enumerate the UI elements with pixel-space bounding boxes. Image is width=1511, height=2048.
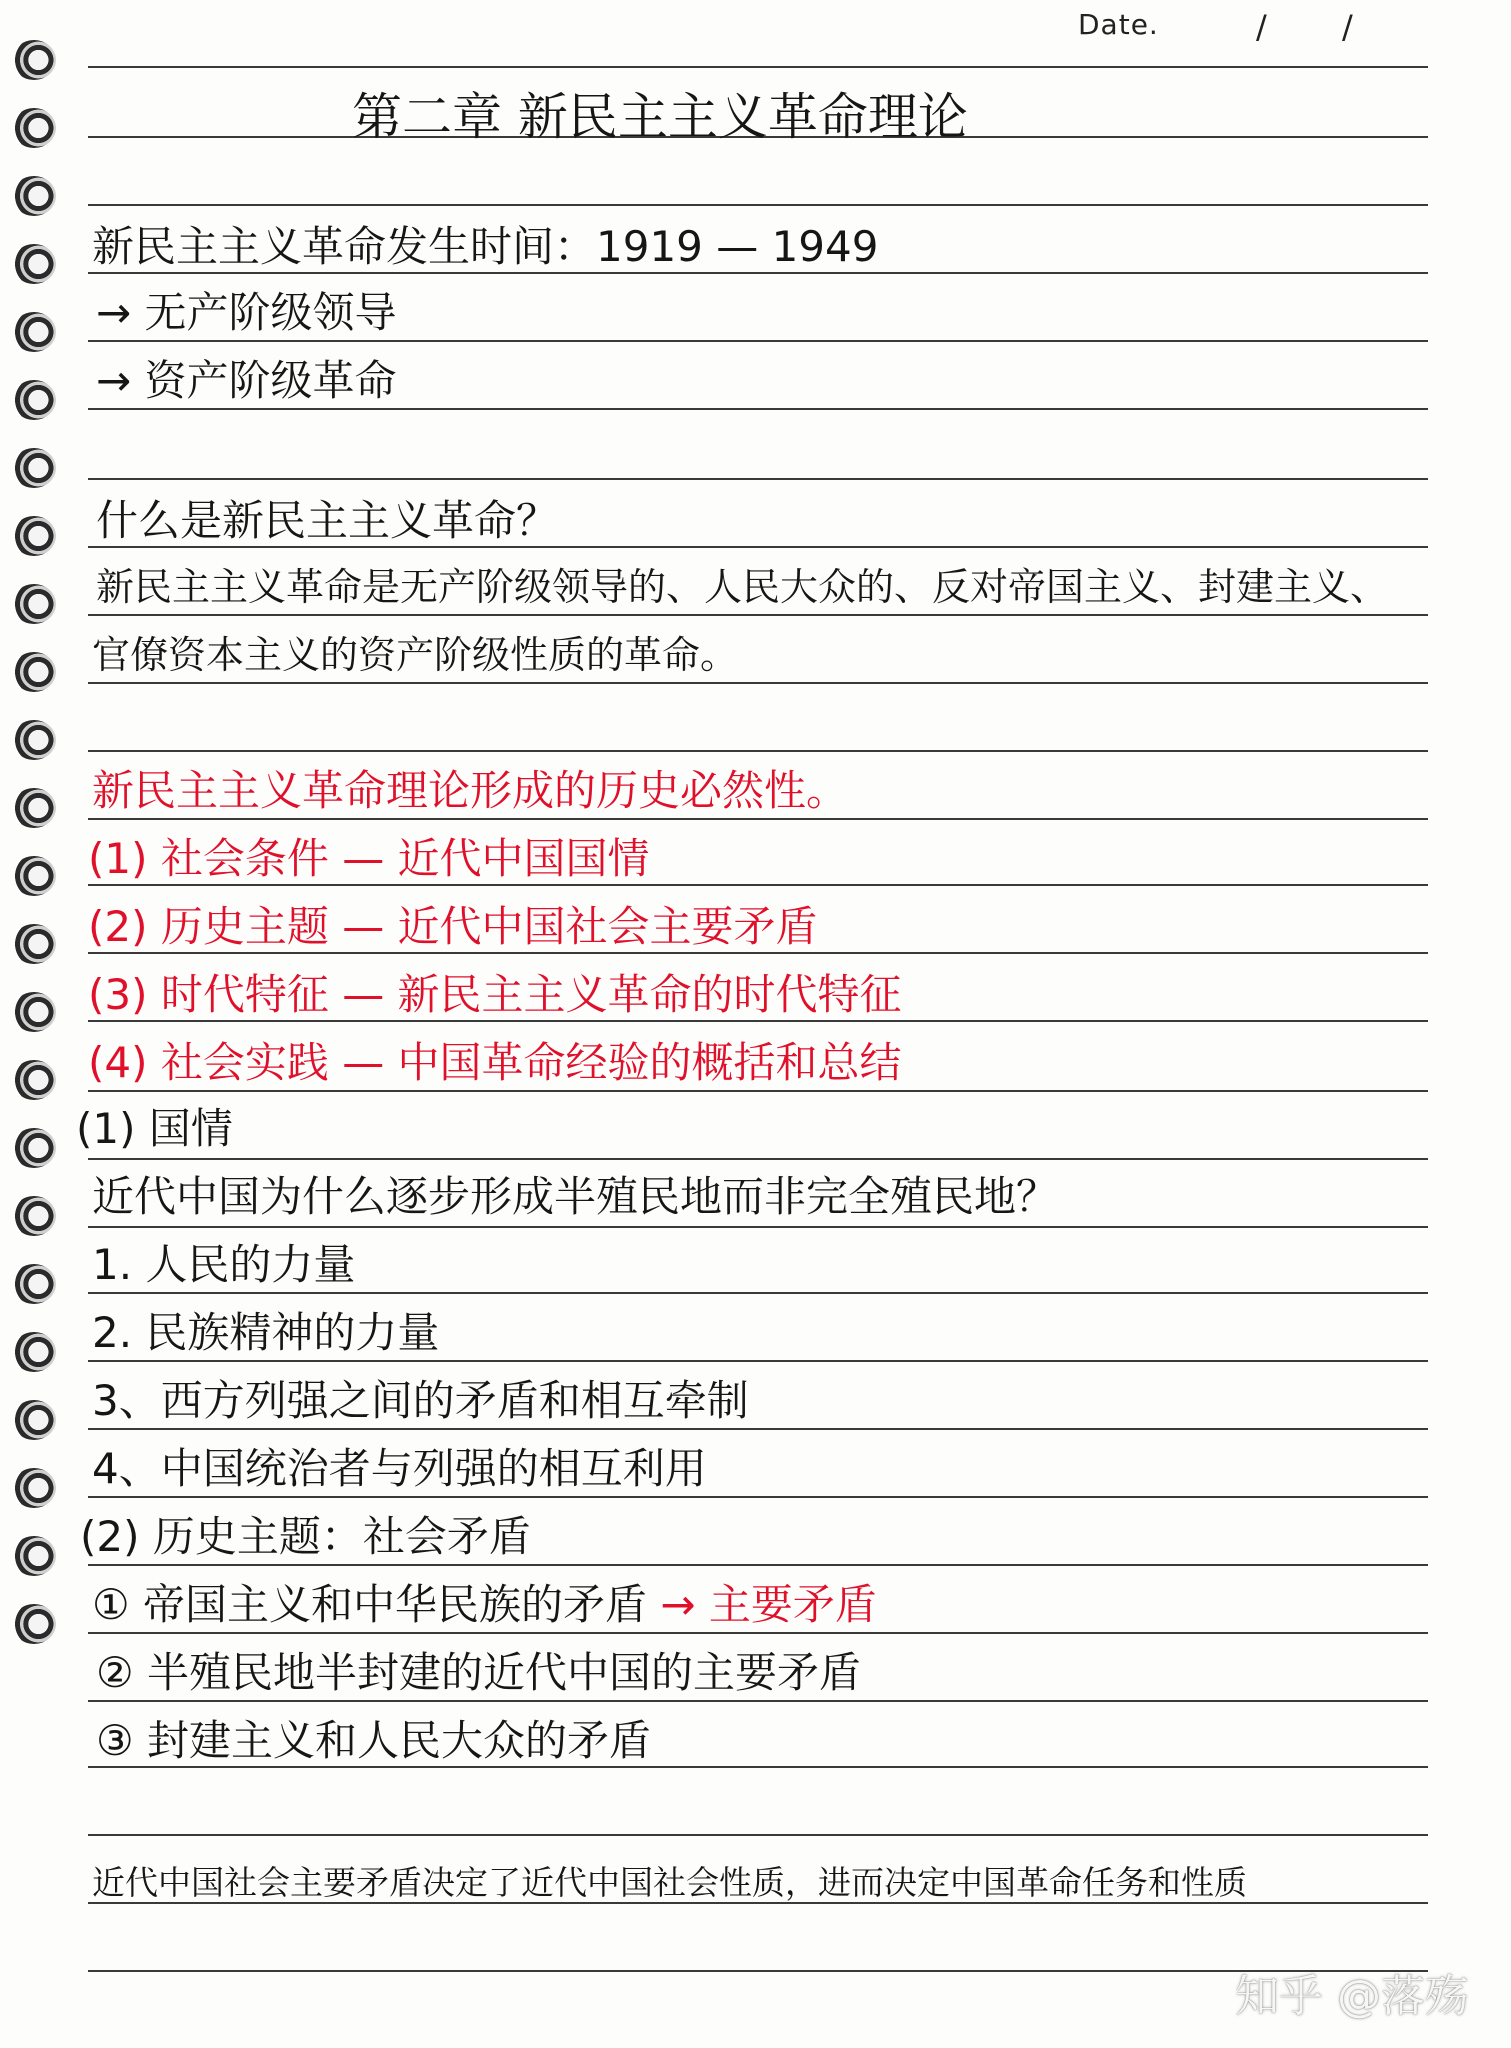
- note-text: (2) 历史主题：社会矛盾: [80, 1512, 531, 1561]
- note-line: [96, 288, 397, 337]
- note-text: 新民主主义革命是无产阶级领导的、人民大众的、反对帝国主义、封建主义、: [96, 565, 1389, 609]
- ruled-line: [88, 1226, 1428, 1228]
- spiral-ring: [12, 584, 56, 624]
- note-line: [92, 1863, 1247, 1902]
- ruled-line: [88, 204, 1428, 206]
- note-line: [92, 766, 849, 815]
- ruled-line: [88, 1158, 1428, 1160]
- spiral-ring: [12, 652, 56, 692]
- chapter-title: 第二章 新民主主义革命理论: [352, 88, 968, 146]
- note-text: 近代中国为什么逐步形成半殖民地而非完全殖民地？: [92, 1172, 1059, 1221]
- note-line: [92, 1376, 749, 1425]
- note-text: 1. 人民的力量: [92, 1240, 356, 1289]
- date-slash-2: /: [1342, 8, 1353, 46]
- note-text: (2) 历史主题 — 近代中国社会主要矛盾: [88, 902, 818, 951]
- ruled-line: [88, 408, 1428, 410]
- ruled-line: [88, 1970, 1428, 1972]
- note-text: ③ 封建主义和人民大众的矛盾: [96, 1716, 652, 1765]
- note-text: (3) 时代特征 — 新民主主义革命的时代特征: [88, 970, 902, 1019]
- ruled-line: [88, 1834, 1428, 1836]
- ruled-line: [88, 1700, 1428, 1702]
- spiral-ring: [12, 1196, 56, 1236]
- spiral-ring: [12, 176, 56, 216]
- ruled-line: [88, 1360, 1428, 1362]
- note-line: [96, 496, 559, 545]
- watermark: 知乎 @落殇: [1235, 1971, 1469, 2022]
- note-text: 4、中国统治者与列强的相互利用: [92, 1444, 707, 1493]
- ruled-line: [88, 272, 1428, 274]
- spiral-ring: [12, 1536, 56, 1576]
- note-line: [92, 1172, 1059, 1221]
- note-text: ② 半殖民地半封建的近代中国的主要矛盾: [96, 1648, 862, 1697]
- ruled-line: [88, 750, 1428, 752]
- ruled-line: [88, 952, 1428, 954]
- note-line: [96, 1716, 652, 1765]
- note-text: (1) 社会条件 — 近代中国国情: [88, 834, 650, 883]
- date-label: Date.: [1078, 8, 1159, 41]
- ruled-line: [88, 66, 1428, 68]
- spiral-ring: [12, 992, 56, 1032]
- ruled-line: [88, 1090, 1428, 1092]
- ruled-line: [88, 682, 1428, 684]
- note-text: 3、西方列强之间的矛盾和相互牵制: [92, 1376, 749, 1425]
- note-line: [96, 1648, 862, 1697]
- ruled-line: [88, 884, 1428, 886]
- spiral-ring: [12, 1604, 56, 1644]
- note-line: [88, 834, 650, 883]
- date-slash-1: /: [1256, 8, 1267, 46]
- note-text: 什么是新民主主义革命？: [96, 496, 559, 545]
- ruled-line: [88, 1020, 1428, 1022]
- ruled-line: [88, 1428, 1428, 1430]
- note-line: [88, 902, 818, 951]
- note-text: → 资产阶级革命: [96, 356, 397, 405]
- spiral-ring: [12, 856, 56, 896]
- ruled-line: [88, 478, 1428, 480]
- note-line: [92, 1444, 707, 1493]
- spiral-ring: [12, 1128, 56, 1168]
- spiral-ring: [12, 1060, 56, 1100]
- ruled-line: [88, 818, 1428, 820]
- note-line: [88, 970, 902, 1019]
- ruled-line: [88, 1496, 1428, 1498]
- note-line: [92, 1580, 877, 1629]
- spiral-ring: [12, 380, 56, 420]
- note-line: [92, 222, 879, 271]
- note-line: [96, 565, 1389, 609]
- spiral-ring: [12, 516, 56, 556]
- note-text: → 无产阶级领导: [96, 288, 397, 337]
- spiral-ring: [12, 244, 56, 284]
- note-line: [92, 1240, 356, 1289]
- spiral-binding: [0, 40, 70, 1840]
- ruled-line: [88, 1632, 1428, 1634]
- ruled-line: [88, 546, 1428, 548]
- ruled-line: [88, 1564, 1428, 1566]
- note-text: (4) 社会实践 — 中国革命经验的概括和总结: [88, 1038, 902, 1087]
- spiral-ring: [12, 312, 56, 352]
- note-line: [80, 1512, 531, 1561]
- note-line: [96, 356, 397, 405]
- spiral-ring: [12, 924, 56, 964]
- note-line: [88, 1038, 902, 1087]
- note-text: 新民主主义革命发生时间：1919 — 1949: [92, 222, 879, 271]
- spiral-ring: [12, 448, 56, 488]
- note-text: 新民主主义革命理论形成的历史必然性。: [92, 766, 849, 815]
- note-line: [76, 1104, 233, 1153]
- note-annotation: → 主要矛盾: [647, 1580, 877, 1629]
- note-text: 近代中国社会主要矛盾决定了近代中国社会性质，进而决定中国革命任务和性质: [92, 1863, 1247, 1902]
- ruled-line: [88, 1292, 1428, 1294]
- note-text: 2. 民族精神的力量: [92, 1308, 440, 1357]
- spiral-ring: [12, 1468, 56, 1508]
- note-line: [92, 633, 739, 677]
- spiral-ring: [12, 1264, 56, 1304]
- spiral-ring: [12, 1400, 56, 1440]
- ruled-line: [88, 1902, 1428, 1904]
- spiral-ring: [12, 788, 56, 828]
- note-line: [92, 1308, 440, 1357]
- note-text: 官僚资本主义的资产阶级性质的革命。: [92, 633, 739, 677]
- ruled-line: [88, 340, 1428, 342]
- spiral-ring: [12, 720, 56, 760]
- note-text: (1) 国情: [76, 1104, 233, 1153]
- ruled-line: [88, 1766, 1428, 1768]
- ruled-line: [88, 614, 1428, 616]
- spiral-ring: [12, 1332, 56, 1372]
- note-text: ① 帝国主义和中华民族的矛盾: [92, 1580, 648, 1629]
- spiral-ring: [12, 40, 56, 80]
- spiral-ring: [12, 108, 56, 148]
